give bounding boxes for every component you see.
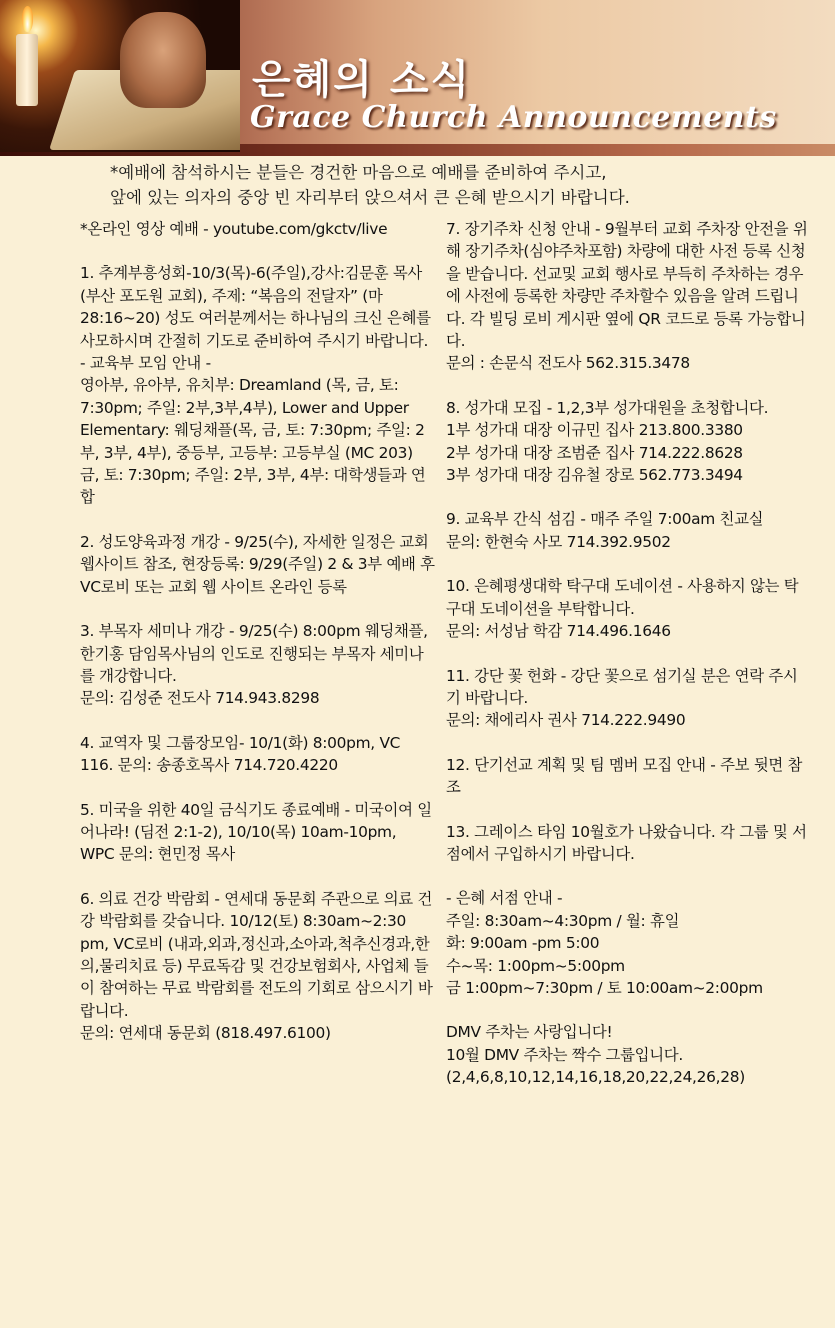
- announcement-item-6: 6. 의료 건강 박람회 - 연세대 동문회 주관으로 의료 건강 박람회를 갖습니다. 10/12(토) 8:30am~2:30 pm, VC로비 (내과,외과,정신과,소아과,척추신경과,한의,물리치료 등) 무료독감 및 건강보험회사, 사업체 들이 참여하는 무료 박람회를 전도의 기회로 삼으시기 바랍니다.: [80, 889, 433, 1020]
- announcement-item-9-contact: 문의: 한현숙 사모 714.392.9502: [446, 532, 671, 551]
- announcement-item-11-contact: 문의: 채에리사 권사 714.222.9490: [446, 711, 686, 730]
- announcement-item-4: 4. 교역자 및 그룹장모임- 10/1(화) 8:00pm, VC 116. 문의: 송종호목사 714.720.4220: [80, 733, 401, 775]
- announcement-item-7-contact: 문의 : 손문식 전도사 562.315.3478: [446, 354, 690, 373]
- announcement-item-3-contact: 문의: 김성준 전도사 714.943.8298: [80, 689, 320, 708]
- candle-bible-photo: [0, 0, 240, 152]
- bookstore-hours-1: 주일: 8:30am~4:30pm / 월: 휴일: [446, 911, 680, 930]
- page-title-english: Grace Church Announcements: [250, 100, 777, 135]
- choir-contact-2: 2부 성가대 대장 조범준 집사 714.222.8628: [446, 443, 743, 462]
- dmv-parking-line-2: 10월 DMV 주차는 짝수 그룹입니다.: [446, 1045, 683, 1064]
- choir-contact-1: 1부 성가대 대장 이규민 집사 213.800.3380: [446, 421, 743, 440]
- dmv-parking-groups: (2,4,6,8,10,12,14,16,18,20,22,24,26,28): [446, 1068, 745, 1087]
- dmv-parking-line-1: DMV 주차는 사랑입니다!: [446, 1023, 613, 1042]
- announcement-item-9: 9. 교육부 간식 섬김 - 매주 주일 7:00am 친교실: [446, 510, 764, 529]
- announcement-item-2: 2. 성도양육과정 개강 - 9/25(수), 자세한 일정은 교회 웹사이트 참조, 현장등록: 9/29(주일) 2 & 3부 예배 후 VC로비 또는 교회 웹 사이트 온라인 등록: [80, 532, 435, 596]
- education-meeting-body: 영아부, 유아부, 유치부: Dreamland (목, 금, 토: 7:30pm; 주일: 2부,3부,4부), Lower and Upper Elementary: 웨딩채플(목, 금, 토: 7:30pm; 주일: 2부, 3부, 4부), 중등부, 고등부: 고등부실 (MC 203) 금, 토: 7:30pm; 주일: 2부, 3부, 4부: 대학생들과 연합: [80, 376, 426, 507]
- announcement-item-1: 1. 추계부흥성회-10/3(목)-6(주일),강사:김문훈 목사(부산 포도원 교회), 주제: “복음의 전달자” (마28:16~20) 성도 여러분께서는 하나님의 크신 은혜를 사모하시며 간절히 기도로 준비하여 주시기 바랍니다.: [80, 264, 431, 350]
- announcement-item-10-contact: 문의: 서성남 학감 714.496.1646: [446, 622, 671, 641]
- bookstore-hours-3: 수~목: 1:00pm~5:00pm: [446, 956, 625, 975]
- candle-image: [16, 34, 38, 106]
- page-title-korean: 은혜의 소식: [252, 57, 472, 103]
- intro-notice: [110, 160, 750, 210]
- left-column: [80, 218, 435, 1045]
- announcement-item-8: 8. 성가대 모집 - 1,2,3부 성가대원을 초청합니다.: [446, 398, 769, 417]
- bookstore-hours-4: 금 1:00pm~7:30pm / 토 10:00am~2:00pm: [446, 978, 763, 997]
- online-worship-link: *온라인 영상 예배 - youtube.com/gkctv/live: [80, 220, 388, 238]
- announcement-item-6-contact: 문의: 연세대 동문회 (818.497.6100): [80, 1024, 331, 1043]
- right-column: [446, 218, 808, 1089]
- choir-contact-3: 3부 성가대 대장 김유철 장로 562.773.3494: [446, 466, 743, 485]
- announcement-item-12: 12. 단기선교 계획 및 팀 멤버 모집 안내 - 주보 뒷면 참조: [446, 755, 803, 797]
- announcement-item-7: 7. 장기주차 신청 안내 - 9월부터 교회 주차장 안전을 위해 장기주차(심야주차포함) 차량에 대한 사전 등록 신청을 받습니다. 선교및 교회 행사로 부득히 주차하는 경우에 사전에 등록한 차량만 주차할수 있음을 알려 드립니다. 각 빌딩 로비 게시판 옆에 QR 코드로 등록 가능합니다.: [446, 220, 808, 351]
- announcement-item-13: 13. 그레이스 타임 10월호가 나왔습니다. 각 그룹 및 서점에서 구입하시기 바랍니다.: [446, 822, 807, 863]
- announcement-item-11: 11. 강단 꽃 헌화 - 강단 꽃으로 섬기실 분은 연락 주시기 바랍니다.: [446, 666, 798, 707]
- announcement-item-10: 10. 은혜평생대학 탁구대 도네이션 - 사용하지 않는 탁구대 도네이션을 부탁합니다.: [446, 577, 799, 618]
- bookstore-title: - 은혜 서점 안내 -: [446, 889, 563, 908]
- praying-hands-image: [120, 12, 206, 108]
- intro-line: 앞에 있는 의자의 중앙 빈 자리부터 앉으셔서 큰 은혜 받으시기 바랍니다.: [110, 188, 630, 207]
- bookstore-hours-2: 화: 9:00am -pm 5:00: [446, 934, 600, 953]
- announcement-item-5: 5. 미국을 위한 40일 금식기도 종료예배 - 미국이여 일어나라! (딤전 2:1-2), 10/10(목) 10am-10pm, WPC 문의: 현민정 목사: [80, 800, 432, 864]
- announcement-item-3: 3. 부목자 세미나 개강 - 9/25(수) 8:00pm 웨딩채플, 한기홍 담임목사님의 인도로 진행되는 부목자 세미나를 개강합니다.: [80, 622, 428, 685]
- candle-flame-image: [22, 6, 33, 32]
- intro-line: *예배에 참석하시는 분들은 경건한 마음으로 예배를 준비하여 주시고,: [110, 163, 607, 182]
- education-meeting-title: - 교육부 모임 안내 -: [80, 354, 211, 373]
